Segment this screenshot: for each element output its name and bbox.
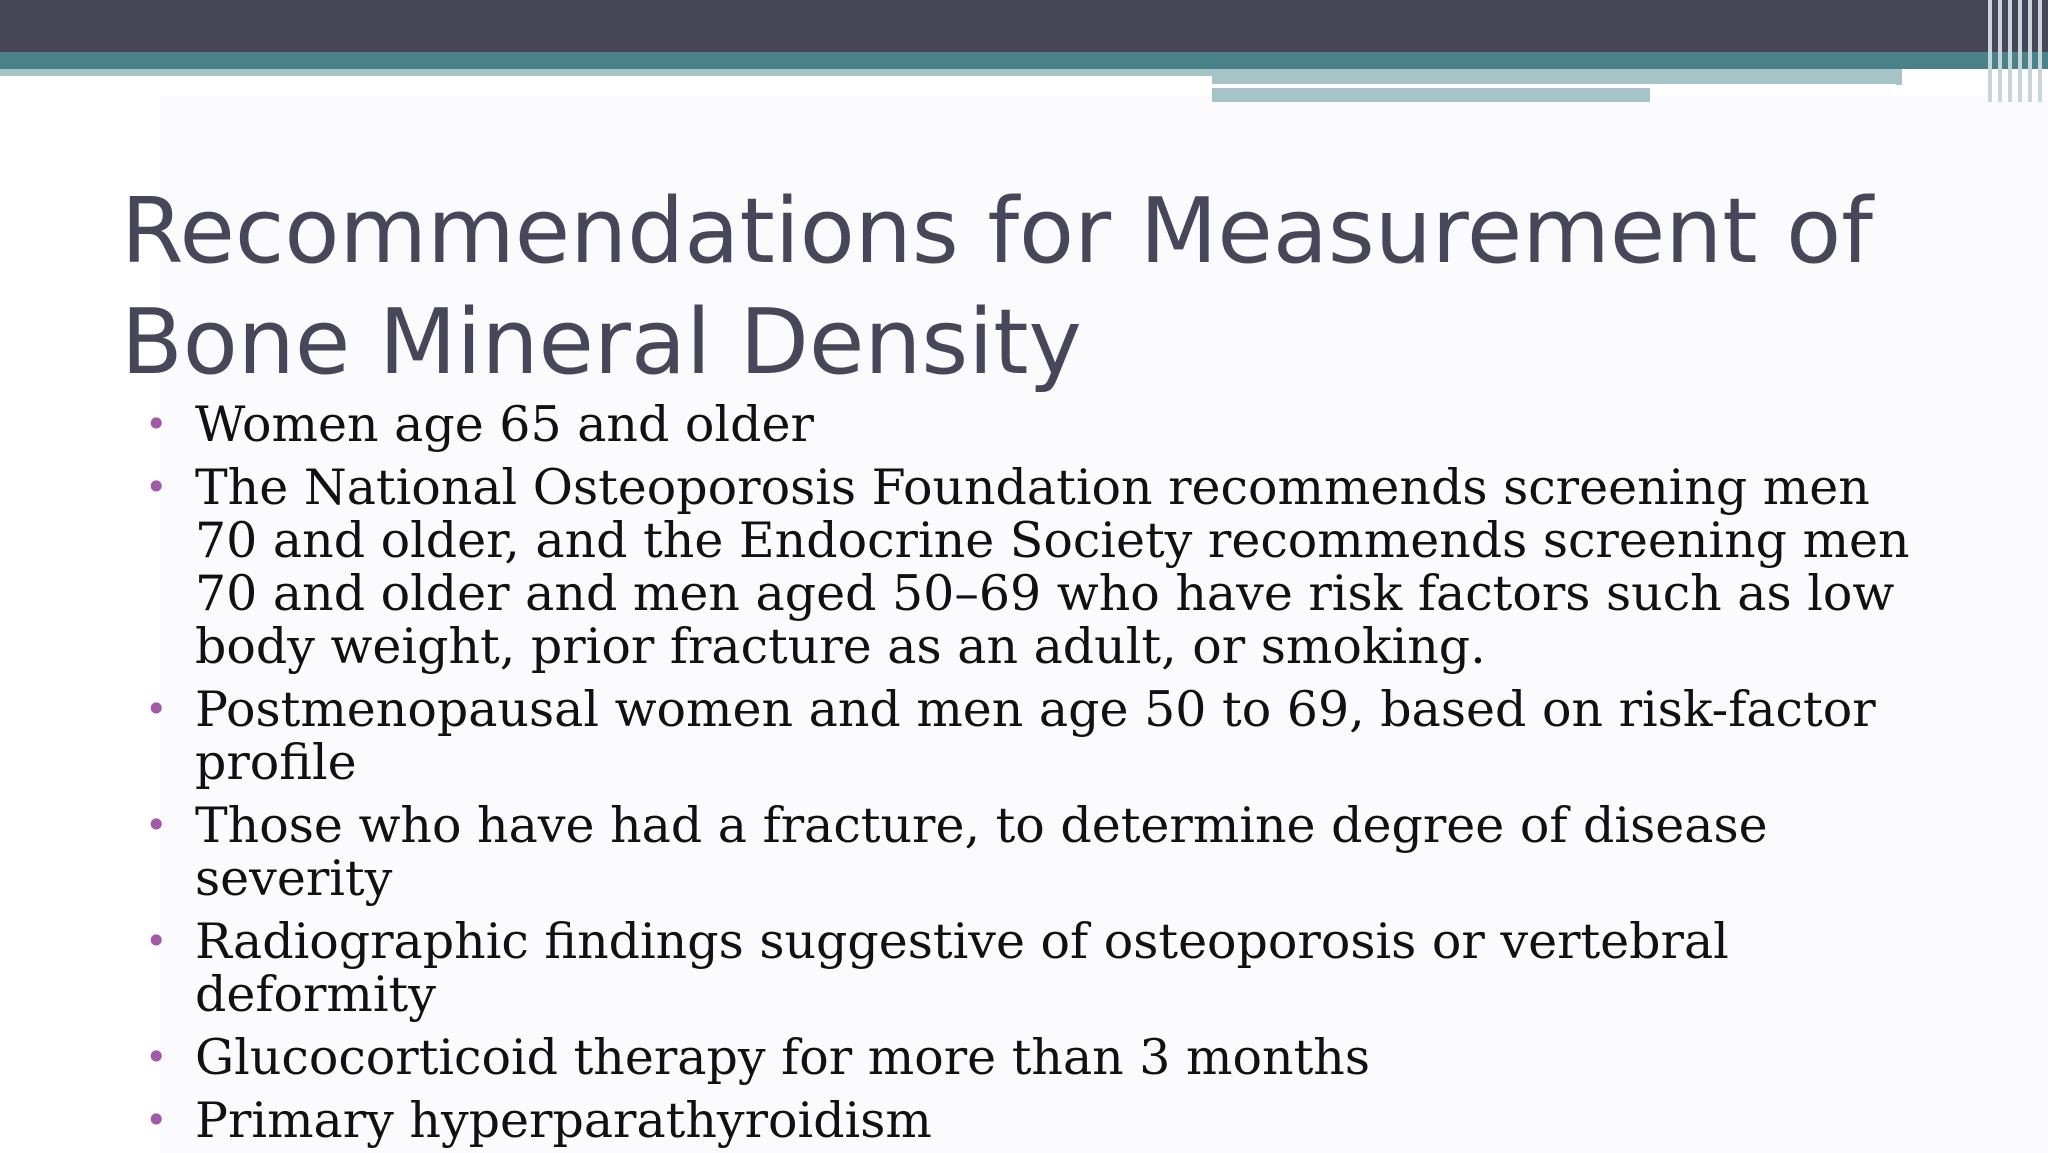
bullet-marker-icon: • [145,465,168,509]
bullet-item [145,398,1945,451]
bullet-text: Glucocorticoid therapy for more than 3 months [195,1029,1370,1086]
decorative-stripe [2038,0,2042,102]
bullet-item [145,461,1945,673]
bullet-list [145,398,1945,1153]
bullet-text: Primary hyperparathyroidism [195,1092,932,1149]
bullet-item [145,1031,1945,1084]
header-band-light-lower [1212,88,1650,102]
bullet-marker-icon: • [145,687,168,731]
bullet-text: Those who have had a fracture, to determine degree of disease severity [195,797,1768,907]
slide-title-line-2: Bone Mineral Density [121,290,1082,395]
bullet-item [145,1094,1945,1147]
header-band-teal [0,52,2048,69]
bullet-marker-icon: • [145,919,168,963]
slide-title [121,176,1921,398]
header-band-dark [0,0,2048,52]
bullet-text: The National Osteoporosis Foundation recommends screening men 70 and older, and the Endocrine Society recommends screening men 70 and older and men aged 50–69 who have risk factors such as low body weight, prior fracture as an adult, or smoking. [195,459,1910,675]
bullet-text: Postmenopausal women and men age 50 to 69, based on risk-factor profile [195,681,1876,791]
bullet-item [145,683,1945,789]
bullet-text: Women age 65 and older [195,396,814,453]
header-band-light-right [1212,69,1902,85]
bullet-item [145,915,1945,1021]
bullet-marker-icon: • [145,1098,168,1142]
decorative-stripe [2018,0,2022,102]
decorative-stripe [2008,0,2012,102]
header-band-light-left [0,69,1212,76]
bullet-marker-icon: • [145,402,168,446]
decorative-stripe [2028,0,2032,102]
decorative-stripe [1988,0,1992,102]
slide-title-line-1: Recommendations for Measurement of [121,179,1873,284]
bullet-marker-icon: • [145,803,168,847]
bullet-text: Radiographic findings suggestive of osteoporosis or vertebral deformity [195,913,1729,1023]
bullet-marker-icon: • [145,1035,168,1079]
decorative-stripe [1998,0,2002,102]
bullet-item [145,799,1945,905]
